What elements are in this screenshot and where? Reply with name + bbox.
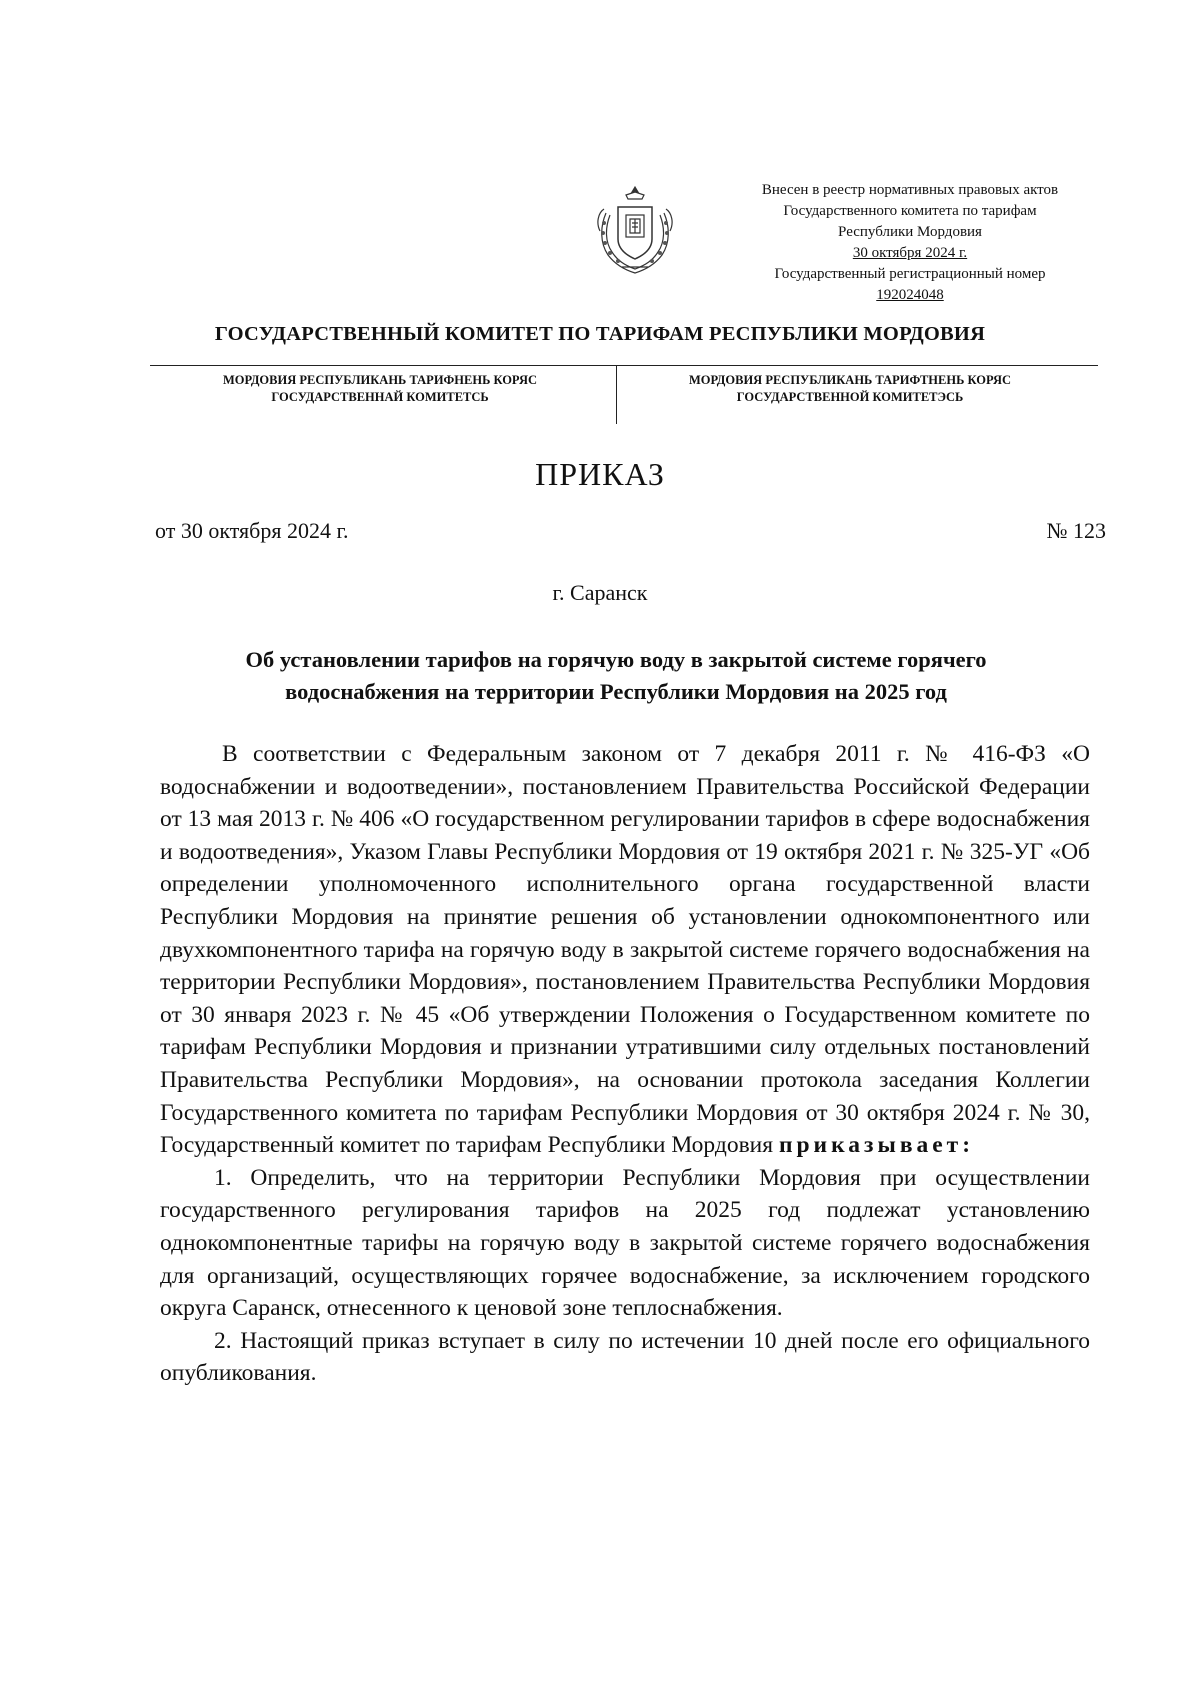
registry-number: 192024048 xyxy=(876,287,944,303)
document-body xyxy=(160,738,1090,1390)
registry-note xyxy=(730,180,1090,306)
orders-keyword: приказывает: xyxy=(778,1132,975,1159)
document-kind: ПРИКАЗ xyxy=(535,456,665,492)
subject-line-2: водоснабжения на территории Республики Мордовия на 2025 год xyxy=(285,679,947,704)
header-divider xyxy=(616,366,617,424)
committee-name-erzya xyxy=(630,372,1070,406)
committee-title: ГОСУДАРСТВЕННЫЙ КОМИТЕТ ПО ТАРИФАМ РЕСПУБЛИКИ МОРДОВИЯ xyxy=(214,323,986,345)
document-number: № 123 xyxy=(1046,518,1106,543)
document-subject xyxy=(150,644,1082,708)
preamble-text: В соответствии с Федеральным законом от 7 декабря 2011 г. № 416-ФЗ «О водоснабжении и водоотведении», постановлением Правительства Российской Федерации от 13 мая 2013 г. № 406 «О государственном регулировании тарифов в сфере водоснабжения и водоотведения», Указом Главы Республики Мордовия от 19 октября 2021 г. № 325-УГ «Об определении уполномоченного исполнительного органа государственной власти Республики Мордовия на принятие решения об установлении однокомпонентного или двухкомпонентного тарифа на горячую воду в закрытой системе горячего водоснабжения на территории Республики Мордовия», постановлением Правительства Республики Мордовия от 30 января 2023 г. № 45 «Об утверждении Положения о Государственном комитете по тарифам Республики Мордовия и признании утратившими силу отдельных постановлений Правительства Республики Мордовия», на основании протокола заседания Коллегии Государственного комитета по тарифам Республики Мордовия от 30 октября 2024 г. № 30, Государственный комитет по тарифам Республики Мордовия xyxy=(160,741,1090,1159)
registry-line-2: Государственного комитета по тарифам xyxy=(783,203,1037,219)
registry-line-5: Государственный регистрационный номер xyxy=(774,266,1046,282)
document-date: от 30 октября 2024 г. xyxy=(155,518,349,543)
coat-of-arms-icon xyxy=(592,183,678,279)
subject-line-1: Об установлении тарифов на горячую воду в закрытой системе горячего xyxy=(245,647,987,672)
header-rule xyxy=(150,365,1098,366)
document-city: г. Саранск xyxy=(552,580,648,605)
registry-line-1: Внесен в реестр нормативных правовых актов xyxy=(761,182,1059,198)
coat-of-arms-graphic xyxy=(592,183,678,279)
erzya-line-2: ГОСУДАРСТВЕННОЙ КОМИТЕТЭСЬ xyxy=(736,390,964,404)
preamble-paragraph xyxy=(160,738,1090,1162)
moksha-line-2: ГОСУДАРСТВЕННАЙ КОМИТЕТСЬ xyxy=(271,390,489,404)
registry-date: 30 октября 2024 г. xyxy=(852,245,968,261)
committee-name-moksha xyxy=(160,372,600,406)
order-item-2: 2. Настоящий приказ вступает в силу по истечении 10 дней после его официального опубликования. xyxy=(160,1327,1090,1387)
moksha-line-1: МОРДОВИЯ РЕСПУБЛИКАНЬ ТАРИФНЕНЬ КОРЯС xyxy=(223,373,537,387)
erzya-line-1: МОРДОВИЯ РЕСПУБЛИКАНЬ ТАРИФТНЕНЬ КОРЯС xyxy=(688,373,1012,387)
order-item-1: 1. Определить, что на территории Республики Мордовия при осуществлении государственного регулирования тарифов на 2025 год подлежат установлению однокомпонентные тарифы на горячую воду в закрытой системе горячего водоснабжения для организаций, осуществляющих горячее водоснабжение, за исключением городского округа Саранск, отнесенного к ценовой зоне теплоснабжения. xyxy=(160,1164,1090,1322)
registry-line-3: Республики Мордовия xyxy=(838,224,982,240)
